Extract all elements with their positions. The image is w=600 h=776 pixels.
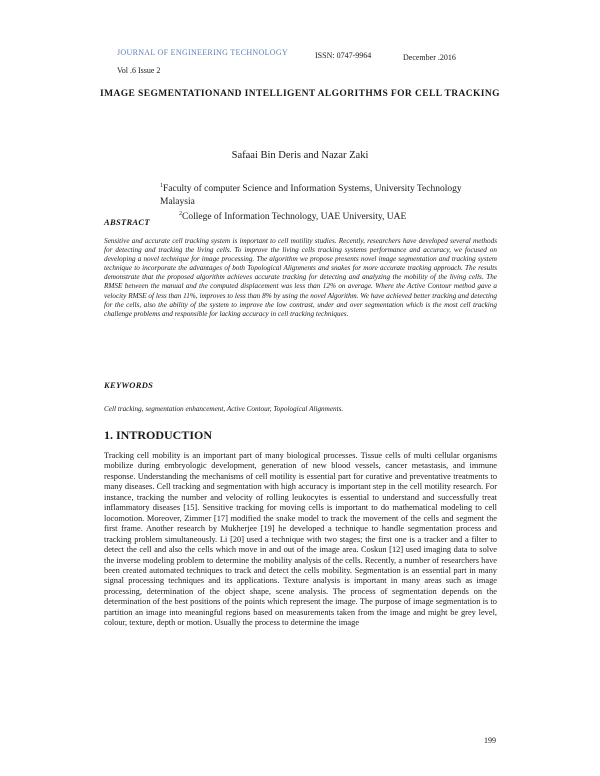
introduction-heading: 1. INTRODUCTION (104, 428, 213, 442)
affiliation-1 (160, 184, 462, 207)
affiliation-2-marker: 2 (179, 211, 182, 218)
abstract-heading: ABSTRACT (104, 217, 150, 227)
affiliations (160, 180, 490, 224)
keywords-text: Cell tracking, segmentation enhancement, Active Contour, Topological Alignments. (104, 405, 344, 413)
journal-name: JOURNAL OF ENGINEERING TECHNOLOGY (117, 48, 289, 57)
affiliation-1-text: Faculty of computer Science and Information Systems, University Technology Malaysia (160, 184, 462, 207)
abstract-text: Sensitive and accurate cell tracking system is important to cell motility studies. Recently, researchers have developed several methods for detecting and tracking the living cells. To improve the living cells tracking systems performance and accuracy, we focused on developing a novel technique for image processing. The algorithm we propose presents novel image segmentation and tracking system technique to incorporate the advantages of both Topological Alignments and snakes for more accurate tracking approach. The results demonstrate that the proposed algorithm achieves accurate tracking for detecting and analyzing the mobility of the living cells. The RMSE between the manual and the computed displacement was less than 12% on average. Where the Active Contour method gave a velocity RMSE of less than 11%, improves to less than 8% by using the novel Algorithm. We have achieved better tracking and detecting for the cells, also the ability of the system to improve the low contrast, under and over segmentation which is the most cell tracking challenge problems and responsible for lacking accuracy in cell tracking techniques. (104, 237, 497, 318)
affiliation-1-marker: 1 (160, 183, 163, 189)
issn: ISSN: 0747-9964 (315, 51, 372, 60)
affiliation-2 (160, 208, 490, 224)
introduction-text: Tracking cell mobility is an important part of many biological processes. Tissue cells of multi cellular organisms mobilize during embryologic development, generation of new blood vessels, cancer metastasis, and immune response. Understanding the mechanisms of cell motility is essential part for curative and preventative treatments to many diseases. Cell tracking and segmentation with high accuracy is important step in the cell motility research. For instance, tracking the number and velocity of rolling leukocytes is essential to understand and successfully treat inflammatory diseases [15]. Sensitive tracking for moving cells is important to do mathematical modeling to cell locomotion. Moreover, Zimmer [17] modified the snake model to track the movement of the cells and segment the first frame. Another research by Mukherjee [19] he developed a technique to handle segmentation process and tracking problem simultaneously. Li [20] used a technique with two stages; the first one is a tracker and a filter to detect the cell and also the cells which move in and out of the image area. Coskun [12] used imaging data to solve the inverse modeling problem to determine the mobility analysis of the cells. Recently, a number of researchers have been created automated techniques to track and detect the cells mobility. Segmentation is an essential part in many signal processing techniques and its applications. Texture analysis is important in many areas such as image processing, determination of the object shape, scene analysis. The process of segmentation depends on the determination of the best positions of the points which represent the image. The purpose of image segmentation is to partition an image into meaningful regions based on measurements taken from the image and might be grey level, colour, texture, depth or motion. Usually the process to determine the image (104, 451, 497, 628)
page-number: 199 (484, 736, 496, 745)
affiliation-2-text: College of Information Technology, UAE University, UAE (182, 212, 407, 223)
paper-title: IMAGE SEGMENTATIONAND INTELLIGENT ALGORITHMS FOR CELL TRACKING (100, 89, 500, 99)
keywords-heading: KEYWORDS (104, 380, 154, 390)
volume-issue: Vol .6 Issue 2 (117, 66, 161, 75)
issue-date: December .2016 (403, 53, 456, 62)
authors: Safaai Bin Deris and Nazar Zaki (231, 150, 369, 161)
